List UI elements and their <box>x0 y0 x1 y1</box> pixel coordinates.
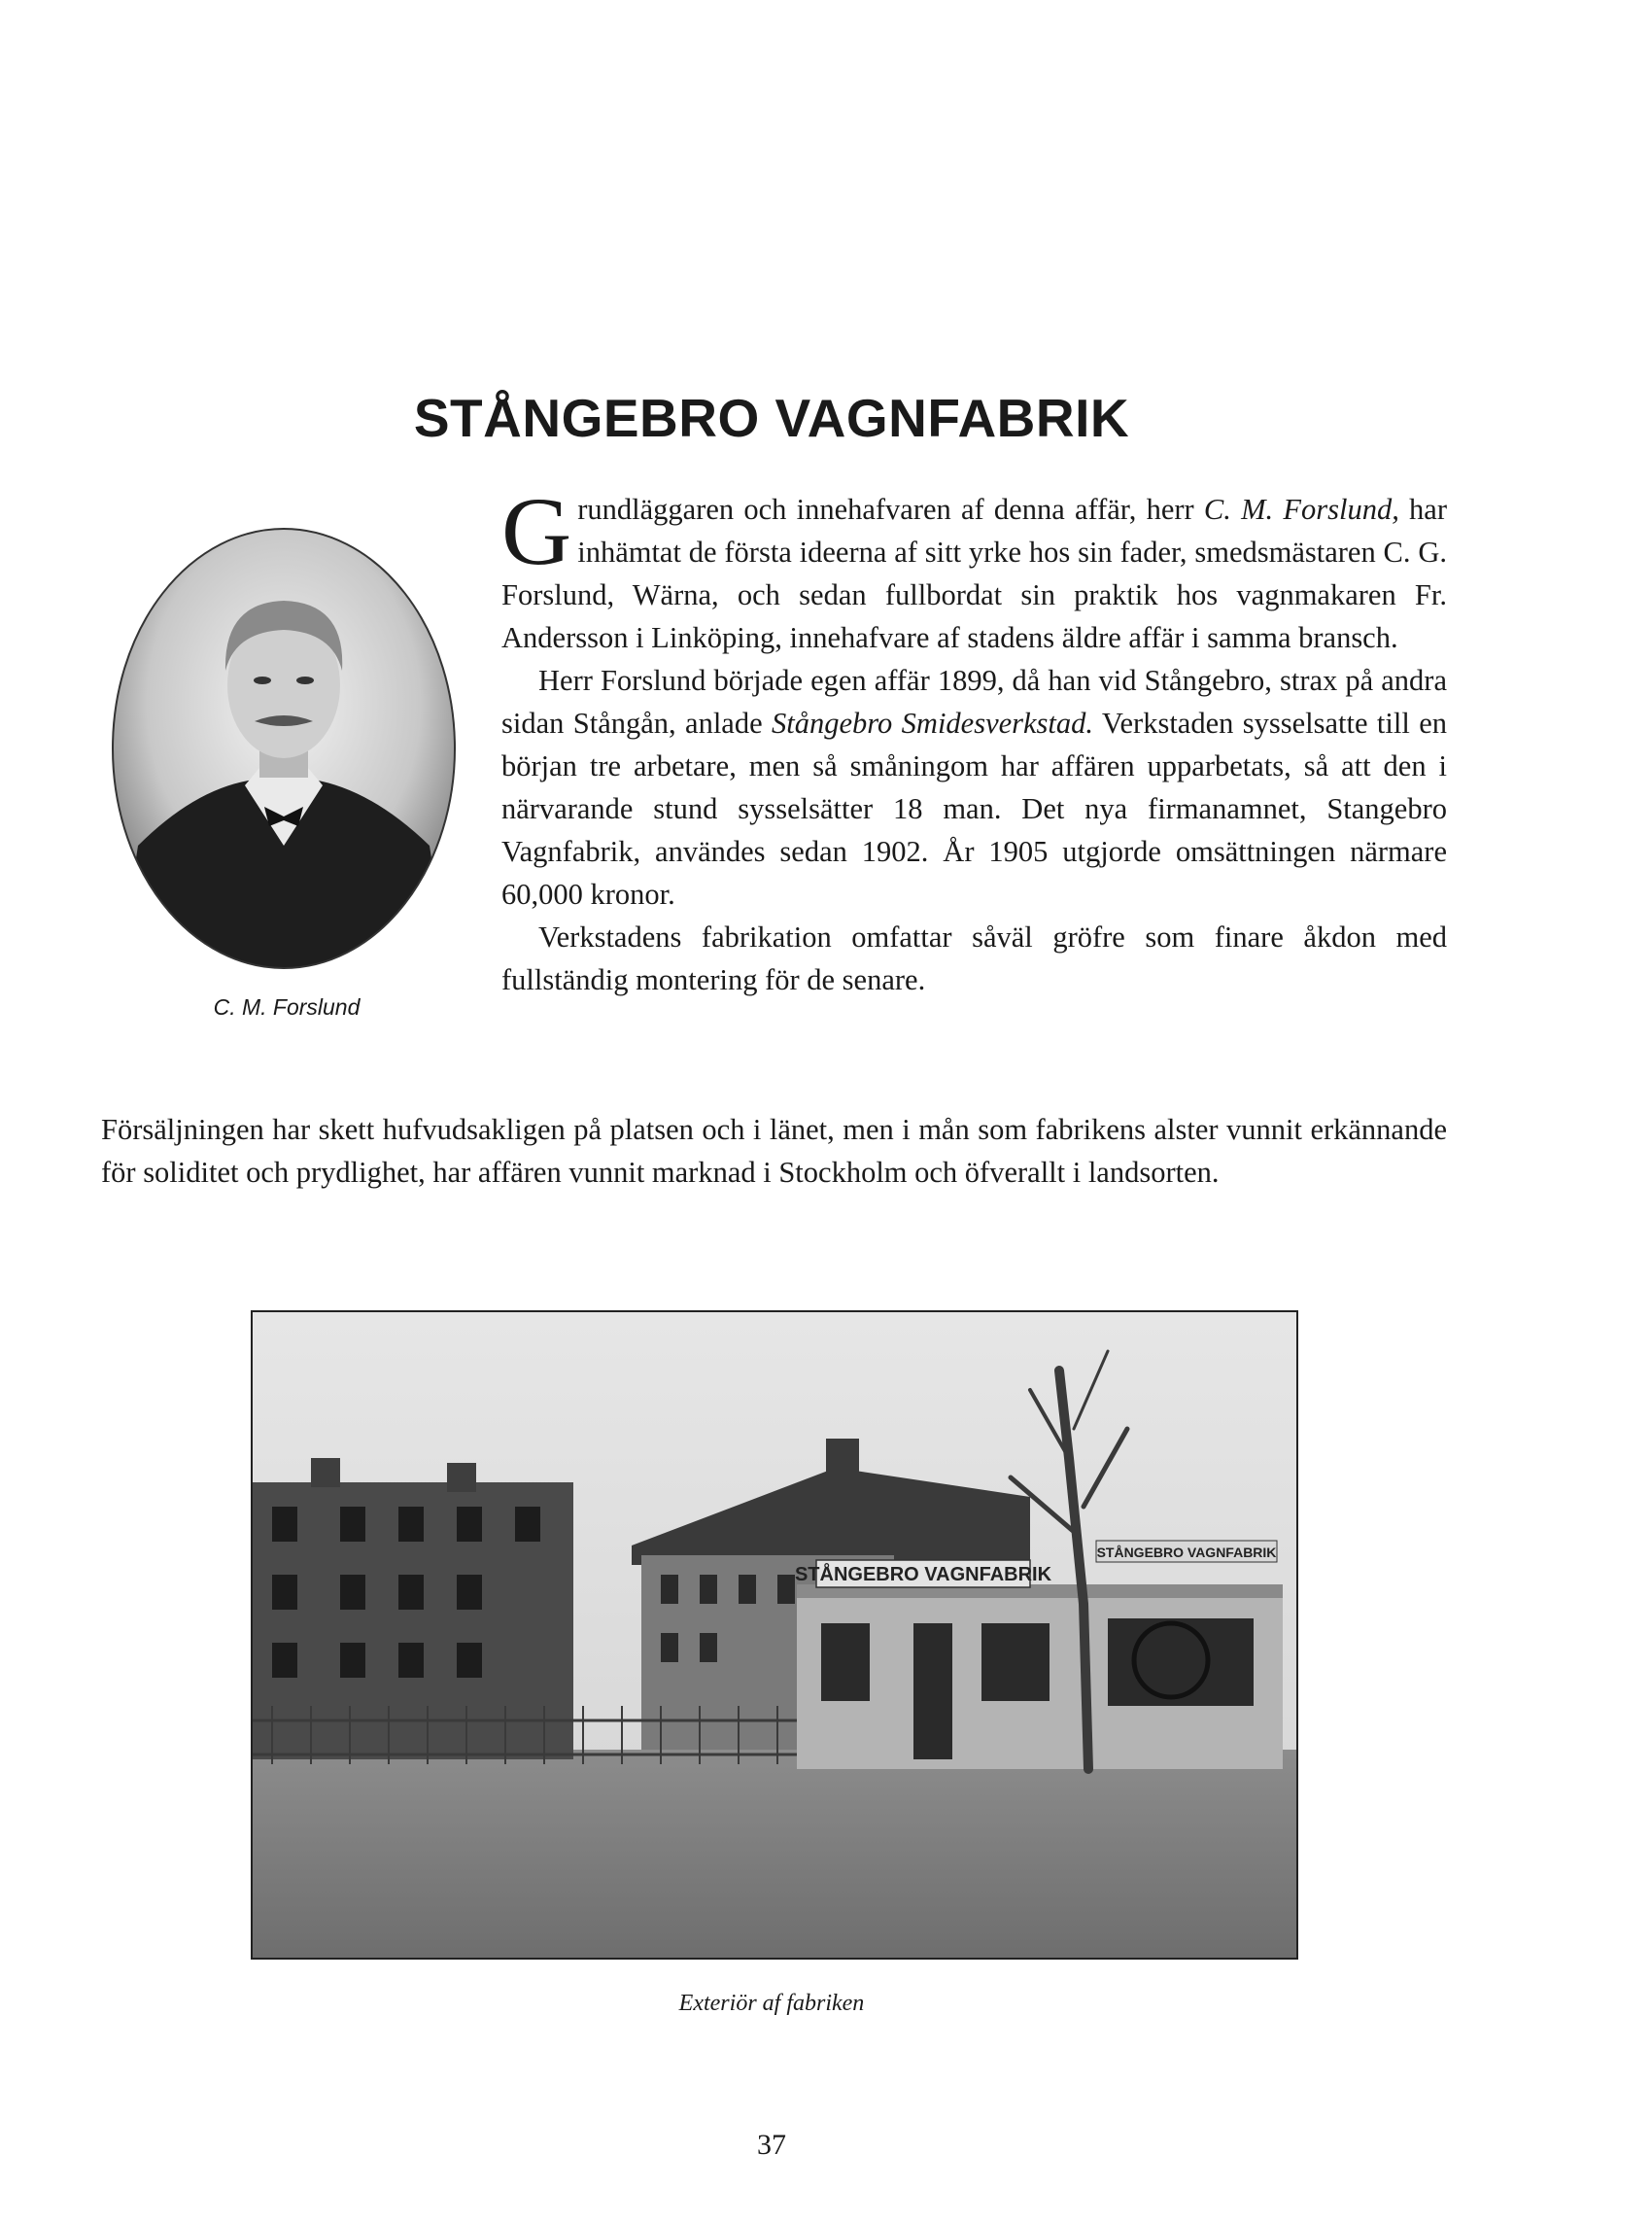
page-title: STÅNGEBRO VAGNFABRIK <box>413 388 1130 448</box>
photo-caption: Exteriör af fabriken <box>678 1991 865 2016</box>
drop-cap: G <box>501 477 572 585</box>
paragraph-1: rundläggaren och innehafvaren af denna affär, herr C. M. Forslund, har inhämtat de första ideerna af sitt yrke hos sin fader, smedsmästaren C. G. Forslund, Wärna, och sedan fullbordat sin praktik hos vagnmakaren Fr. Andersson i Linköping, innehafvare af stadens äldre affär i samma bransch. <box>501 493 1447 654</box>
factory-photo <box>251 1310 1298 1960</box>
paragraph-2: Herr Forslund började egen affär 1899, då han vid Stångebro, strax på andra sidan Stångån, anlade Stångebro Smidesverkstad. Verkstaden sysselsatte till en början tre arbetare, men så småningom har affären upparbetats, så att den i närvarande stund sysselsätter 18 man. Det nya firmanamnet, Stangebro Vagnfabrik, användes sedan 1902. År 1905 utgjorde omsättningen närmare 60,000 kronor. <box>501 664 1447 911</box>
factory-sign: STÅNGEBRO VAGNFABRIK <box>794 1564 1052 1585</box>
portrait-caption: C. M. Forslund <box>213 994 361 1020</box>
page-number: 37 <box>757 2129 786 2161</box>
paragraph-4: Försäljningen har skett hufvudsakligen på platsen och i länet, men i mån som fabrikens alster vunnit erkännande för soliditet och prydlighet, har affären vunnit marknad i Stockholm och öfverallt i landsorten. <box>101 1113 1447 1189</box>
factory-side-sign: STÅNGEBRO VAGNFABRIK <box>1096 1545 1277 1560</box>
paragraph-3: Verkstadens fabrikation omfattar såväl gröfre som finare åkdon med fullständig montering för de senare. <box>501 920 1447 996</box>
article-body <box>101 477 1447 1194</box>
